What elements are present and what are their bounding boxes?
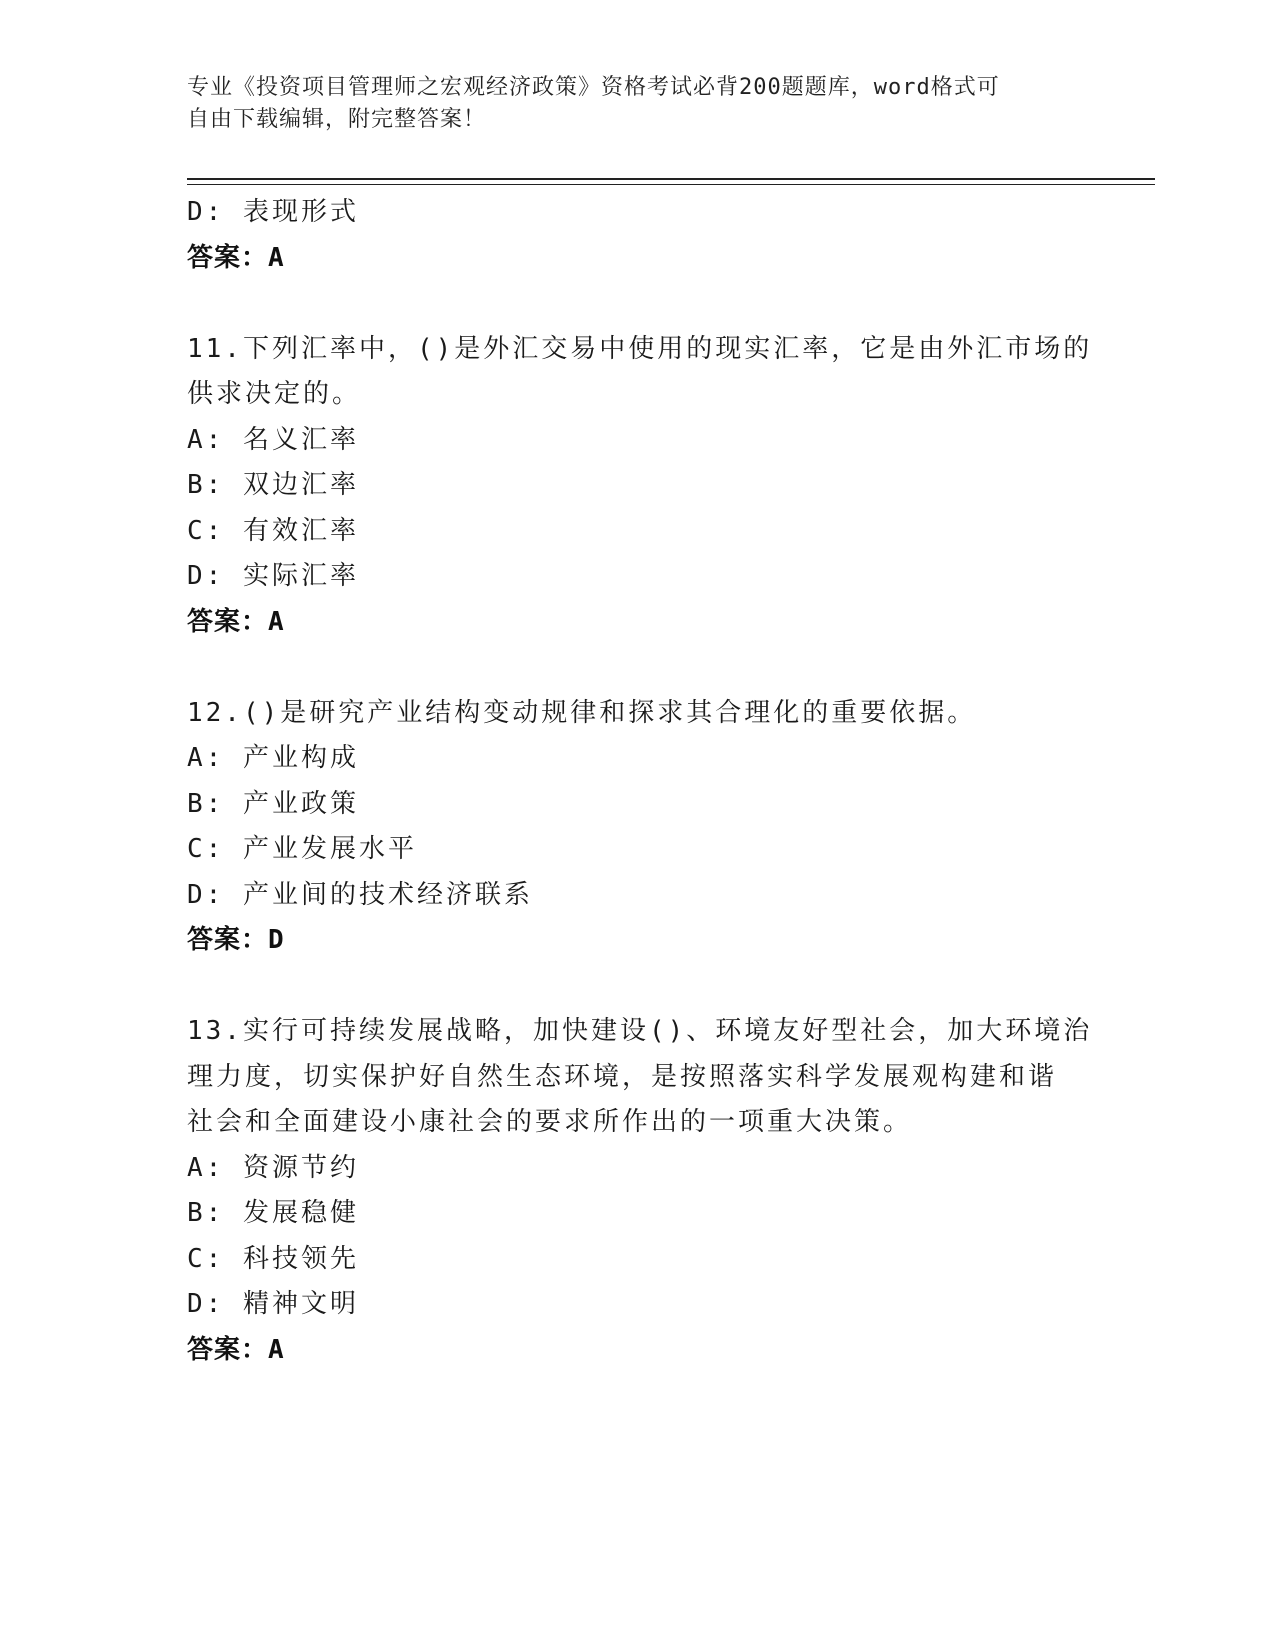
question-stem-line: 社会和全面建设小康社会的要求所作出的一项重大决策。 (187, 1107, 913, 1137)
question-11 (187, 327, 1093, 646)
option-a: A: 资源节约 (187, 1152, 359, 1183)
header-divider-thin (187, 184, 1155, 185)
option-c: C: 产业发展水平 (187, 834, 417, 864)
option-a: A: 产业构成 (187, 743, 359, 773)
option-c: C: 有效汇率 (187, 515, 359, 546)
question-stem-line: 11.下列汇率中，()是外汇交易中使用的现实汇率，它是由外汇市场的 (187, 333, 1093, 364)
question-list (187, 190, 1093, 1373)
option-d: D: 精神文明 (187, 1289, 359, 1319)
option-b: B: 发展稳健 (187, 1198, 359, 1228)
option-b: B: 双边汇率 (187, 470, 359, 500)
question-stem-line: 13.实行可持续发展战略，加快建设()、环境友好型社会，加大环境治 (187, 1016, 1093, 1046)
option-c: C: 科技领先 (187, 1243, 359, 1274)
option-a: A: 名义汇率 (187, 424, 359, 455)
question-12 (187, 691, 1087, 964)
page-header (187, 72, 1067, 136)
question-fragment (187, 190, 1087, 281)
answer-line: 答案：A (187, 1334, 285, 1365)
question-stem-line: 供求决定的。 (187, 379, 362, 409)
option-b: B: 产业政策 (187, 788, 359, 819)
option-d: D: 产业间的技术经济联系 (187, 879, 533, 910)
answer-line: 答案：D (187, 925, 285, 955)
question-stem-line: 理力度，切实保护好自然生态环境，是按照落实科学发展观构建和谐 (187, 1061, 1058, 1092)
option-d: D: 实际汇率 (187, 561, 359, 591)
spacer (187, 964, 1087, 1010)
spacer (187, 645, 1087, 691)
option-d: D: 表现形式 (187, 197, 359, 227)
header-line-2: 自由下载编辑，附完整答案！ (187, 107, 487, 132)
answer-line: 答案：A (187, 606, 285, 637)
question-13 (187, 1009, 1093, 1373)
header-line-1: 专业《投资项目管理师之宏观经济政策》资格考试必背200题题库，word格式可 (187, 75, 1000, 100)
answer-line: 答案：A (187, 242, 285, 273)
question-stem-line: 12.()是研究产业结构变动规律和探求其合理化的重要依据。 (187, 697, 977, 728)
spacer (187, 281, 1087, 327)
header-divider-thick (187, 178, 1155, 180)
